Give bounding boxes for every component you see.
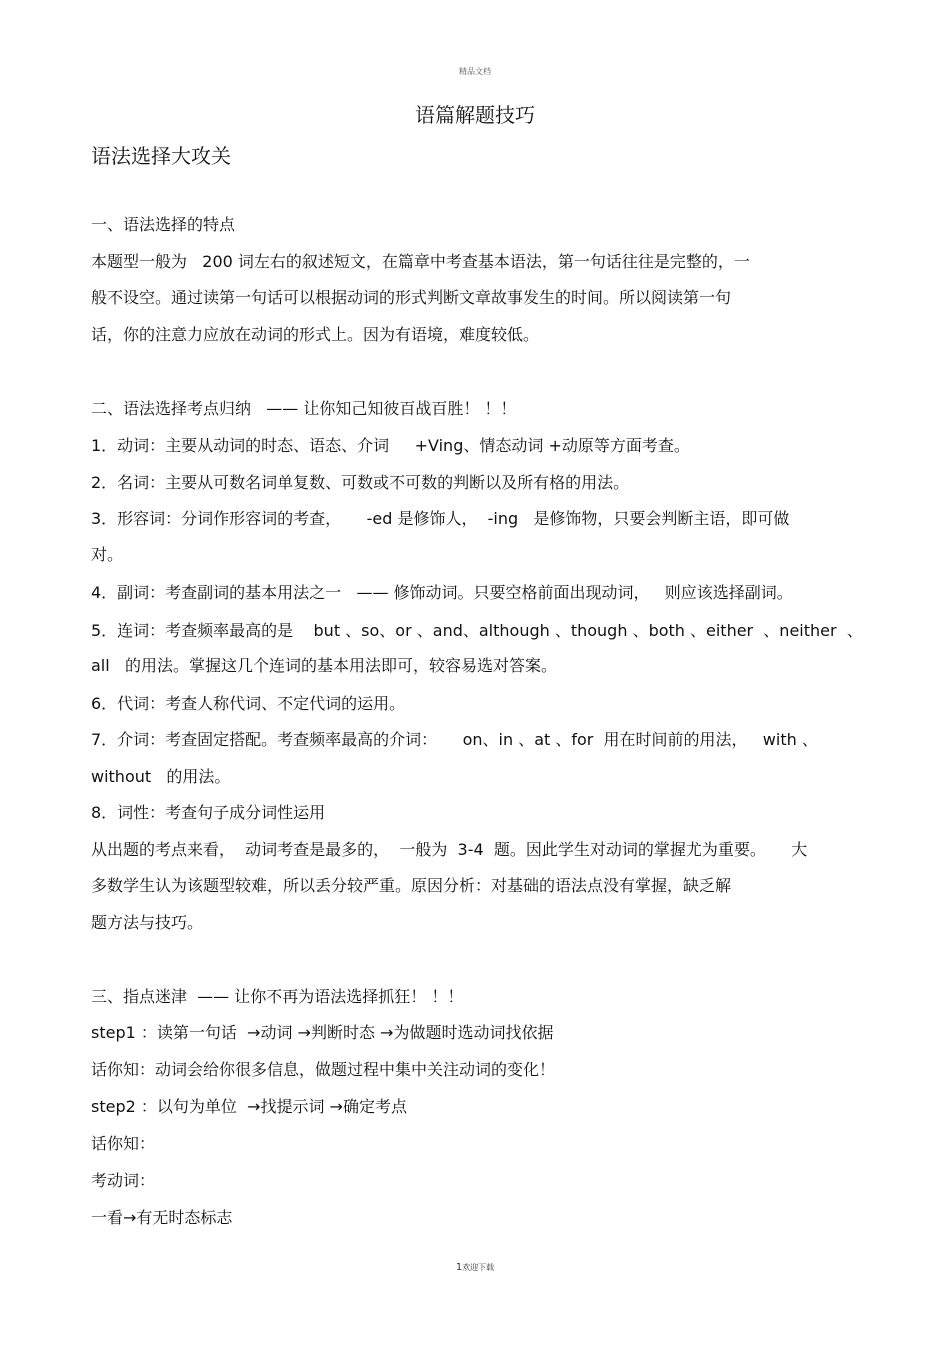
document-title: 语篇解题技巧 [415, 103, 535, 127]
paragraph-line: 本题型一般为 200 词左右的叙述短文，在篇章中考查基本语法，第一句话往往是完整的，一 [91, 252, 750, 271]
list-item-continuation: 对。 [91, 545, 124, 564]
section-title: 语法选择大攻关 [91, 144, 231, 168]
footer-text: 欢迎下载 [462, 1263, 495, 1272]
tip-line: 一看→有无时态标志 [91, 1208, 233, 1227]
tip-line: 话你知： [91, 1134, 156, 1153]
step-line: step2 ：以句为单位 →找提示词 →确定考点 [91, 1097, 407, 1116]
paragraph-line: 般不设空。通过读第一句话可以根据动词的形式判断文章故事发生的时间。所以阅读第一句 [91, 288, 732, 307]
list-item: 6．代词：考查人称代词、不定代词的运用。 [91, 694, 406, 713]
page-footer [0, 1262, 950, 1273]
paragraph-line: 从出题的考点来看， 动词考查是最多的， 一般为 3-4 题。因此学生对动词的掌握尤为重要。 大 [91, 840, 808, 859]
list-item: 1．动词：主要从动词的时态、语态、介词 +Ving、情态动词 +动原等方面考查。 [91, 436, 690, 455]
paragraph-line: 多数学生认为该题型较难，所以丢分较严重。原因分析：对基础的语法点没有掌握，缺乏解 [91, 876, 732, 895]
list-item: 7．介词：考查固定搭配。考查频率最高的介词： on、in 、at 、for 用在时间前的用法， with 、 [91, 730, 818, 749]
list-item: 2．名词：主要从可数名词单复数、可数或不可数的判断以及所有格的用法。 [91, 473, 630, 492]
header-note: 精品文档 [459, 67, 491, 76]
list-item: 5．连词：考查频率最高的是 but 、so、or 、and、although 、though 、both 、either 、neither 、 [91, 621, 863, 640]
list-item: 4．副词：考查副词的基本用法之一 —— 修饰动词。只要空格前面出现动词， 则应该选择副词。 [91, 583, 793, 602]
paragraph-line: 话，你的注意力应放在动词的形式上。因为有语境，难度较低。 [91, 325, 540, 344]
list-item: 8．词性：考查句子成分词性运用 [91, 803, 326, 822]
list-item-continuation: without 的用法。 [91, 767, 231, 786]
paragraph-line: 题方法与技巧。 [91, 913, 204, 932]
list-item: 3．形容词：分词作形容词的考查， -ed 是修饰人， -ing 是修饰物，只要会判断主语，即可做 [91, 509, 790, 528]
page-number: 1 [455, 1262, 463, 1273]
heading-1: 一、语法选择的特点 [91, 215, 236, 234]
tip-line: 话你知：动词会给你很多信息，做题过程中集中关注动词的变化！ [91, 1060, 556, 1079]
list-item-continuation: all 的用法。掌握这几个连词的基本用法即可，较容易选对答案。 [91, 656, 557, 675]
heading-2: 二、语法选择考点归纳 —— 让你知己知彼百战百胜！ ！！ [91, 399, 517, 418]
step-line: step1 ：读第一句话 →动词 →判断时态 →为做题时选动词找依据 [91, 1023, 554, 1042]
tip-line: 考动词： [91, 1171, 156, 1190]
heading-3: 三、指点迷津 —— 让你不再为语法选择抓狂！ ！！ [91, 987, 464, 1006]
